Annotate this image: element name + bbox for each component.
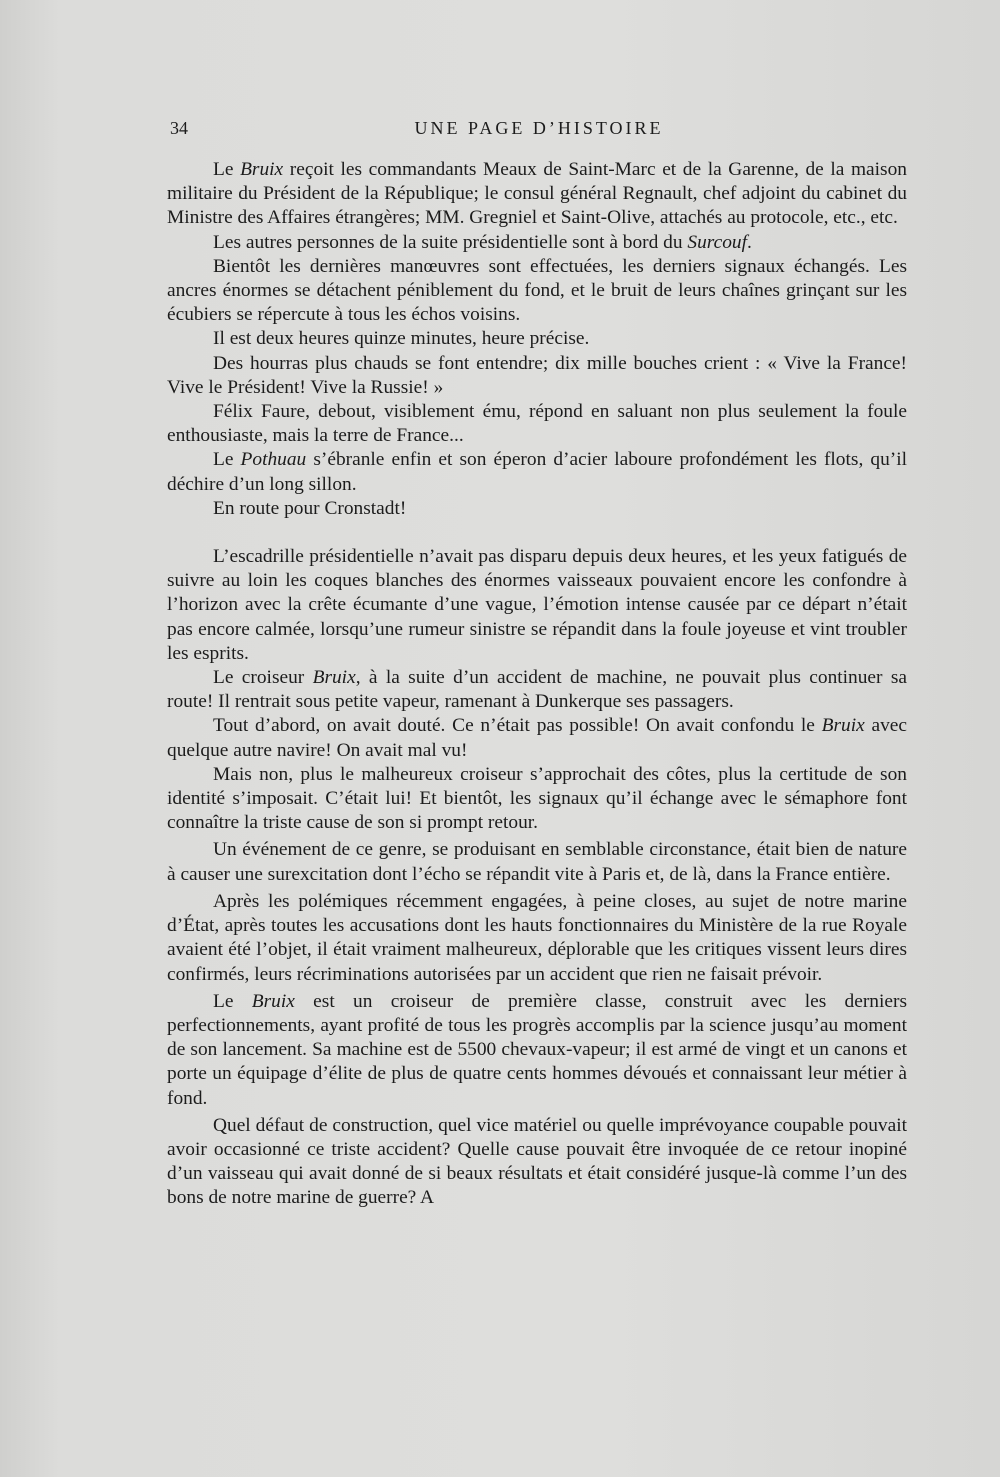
page-number: 34 bbox=[170, 118, 188, 138]
paragraph: Le Pothuau s’ébranle enfin et son éperon d’acier laboure profondément les flots, qu’il déchire d’un long sillon. bbox=[167, 449, 907, 495]
paragraph: Le croiseur Bruix, à la suite d’un accident de machine, ne pouvait plus continuer sa route! Il rentrait sous petite vapeur, ramenant à Dunkerque ses passagers. bbox=[167, 667, 907, 713]
paragraph: En route pour Cronstadt! bbox=[213, 497, 407, 519]
paragraph: Quel défaut de construction, quel vice matériel ou quelle imprévoyance coupable pouvait avoir occasionné ce triste accident? Quelle cause pouvait être invoquée de ce retour inopiné d’un vaisseau qui avait donné de si beaux résultats et était considéré jusque-là comme l’un des bons de notre marine de guerre? A bbox=[167, 1114, 907, 1209]
paragraph: Le Bruix est un croiseur de première classe, construit avec les derniers perfectionnements, ayant profité de tous les progrès accomplis par la science jusqu’au moment de son lancement. Sa machine est de 5500 chevaux-vapeur; il est armé de vingt et un canons et porte un équipage d’élite de plus de quatre cents hommes dévoués et connaissant leur métier à fond. bbox=[167, 990, 907, 1109]
paragraph: Après les polémiques récemment engagées, à peine closes, au sujet de notre marine d’État, après toutes les accusations dont les hauts fonctionnaires du Ministère de la rue Royale avaient été l’objet, il était vraiment malheureux, déplorable que les critiques vissent leurs dires confirmés, leurs récriminations autorisées par un accident que rien ne faisait prévoir. bbox=[167, 890, 907, 985]
paragraph: Tout d’abord, on avait douté. Ce n’était pas possible! On avait confondu le Bruix avec quelque autre navire! On avait mal vu! bbox=[167, 715, 907, 761]
page-header bbox=[170, 118, 908, 144]
running-title: UNE PAGE D’HISTOIRE bbox=[414, 118, 664, 138]
paragraph: Le Bruix reçoit les commandants Meaux de Saint-Marc et de la Garenne, de la maison militaire du Président de la République; le consul général Regnault, chef adjoint du cabinet du Ministre des Affaires étrangères; MM. Gregniel et Saint-Olive, attachés au protocole, etc., etc. bbox=[167, 159, 907, 229]
paragraph: Les autres personnes de la suite présidentielle sont à bord du Surcouf. bbox=[213, 231, 752, 253]
paragraph: Bientôt les dernières manœuvres sont effectuées, les derniers signaux échangés. Les ancres énormes se détachent péniblement du fond, et le bruit de leurs chaînes grinçant sur les écubiers se répercute à tous les échos voisins. bbox=[167, 255, 907, 326]
body-text bbox=[167, 158, 907, 1211]
paragraph: Mais non, plus le malheureux croiseur s’approchait des côtes, plus la certitude de son identité s’imposait. C’était lui! Et bientôt, les signaux qu’il échange avec le sémaphore font connaître la triste cause de son si prompt retour. bbox=[167, 763, 907, 834]
paragraph: L’escadrille présidentielle n’avait pas disparu depuis deux heures, et les yeux fatigués de suivre au loin les coques blanches des énormes vaisseaux pouvaient encore les confondre à l’horizon avec la crête écumante d’une vague, l’émotion intense causée par ce départ n’était pas encore calmée, lorsqu’une rumeur sinistre se répandit dans la foule joyeuse et vint troubler les esprits. bbox=[167, 546, 907, 664]
paragraph: Des hourras plus chauds se font entendre; dix mille bouches crient : « Vive la France! Vive le Président! Vive la Russie! » bbox=[167, 352, 907, 398]
paragraph: Il est deux heures quinze minutes, heure précise. bbox=[213, 328, 590, 350]
paragraph: Félix Faure, debout, visiblement ému, répond en saluant non plus seulement la foule enthousiaste, mais la terre de France... bbox=[167, 401, 907, 447]
paragraph: Un événement de ce genre, se produisant en semblable circonstance, était bien de nature à causer une surexcitation dont l’écho se répandit vite à Paris et, de là, dans la France entière. bbox=[167, 839, 907, 885]
